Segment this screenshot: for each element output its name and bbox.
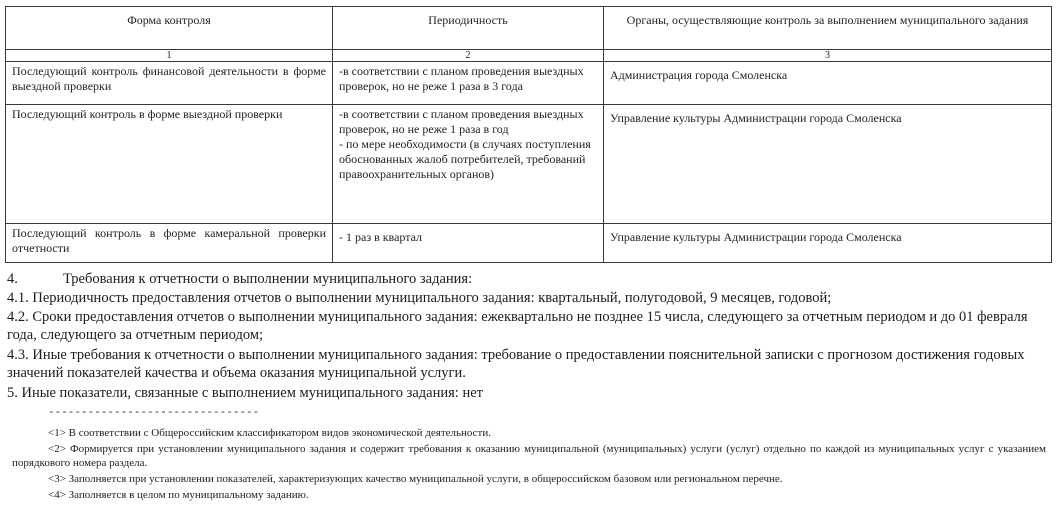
table-row [6,224,1052,263]
section-4-title: Требования к отчетности о выполнении муниципального задания: [63,271,473,287]
organ-cell: Управление культуры Администрации города Смоленска [604,224,1052,263]
periodicity-line: - 1 раз в квартал [339,230,423,244]
header-control-form: Форма контроля [6,7,333,50]
footnote-4: <4> Заполняется в целом по муниципальному заданию. [48,489,309,501]
table-row [6,105,1052,224]
section-4-number: 4. [7,271,18,287]
footnote-1: <1> В соответствии с Общероссийским классификатором видов экономической деятельности. [48,427,491,439]
periodicity-line: -в соответствии с планом проведения выездных проверок, но не реже 1 раза в 3 года [339,64,584,93]
column-number-3: 3 [604,50,1052,62]
footnote-separator: -------------------------------- [48,407,260,419]
periodicity-line: -в соответствии с планом проведения выездных проверок, но не реже 1 раза в год [339,107,584,136]
header-control-organs: Органы, осуществляющие контроль за выполнением муниципального задания [604,7,1052,50]
periodicity-cell [333,224,604,263]
organ-cell: Администрация города Смоленска [604,62,1052,105]
footnote-2: <2> Формируется при установлении муниципального задания и содержит требования к оказанию муниципальной (муниципальных) услуги (услуг) отдельно по каждой из муниципальных услуг с указанием порядкового номера раздела. [12,443,1046,469]
periodicity-cell [333,105,604,224]
table-row [6,62,1052,105]
control-form-cell: Последующий контроль финансовой деятельности в форме выездной проверки [6,62,333,105]
table-header-row [6,7,1052,50]
periodicity-line: - по мере необходимости (в случаях поступления обоснованных жалоб потребителей, требований правоохранительных органов) [339,137,591,181]
table-number-row [6,50,1052,62]
header-periodicity: Периодичность [333,7,604,50]
section-4-heading [7,270,1047,288]
section-4-3: 4.3. Иные требования к отчетности о выполнении муниципального задания: требование о предоставлении пояснительной записки с прогнозом достижения годовых значений показателей качества и объема оказания муниципальной услуги. [7,347,1025,381]
periodicity-cell [333,62,604,105]
organ-cell: Управление культуры Администрации города Смоленска [604,105,1052,224]
section-4-1: 4.1. Периодичность предоставления отчетов о выполнении муниципального задания: квартальный, полугодовой, 9 месяцев, годовой; [7,290,832,306]
control-form-cell: Последующий контроль в форме выездной проверки [6,105,333,224]
footnote-3: <3> Заполняется при установлении показателей, характеризующих качество муниципальной услуги, в общероссийском базовом или региональном перечне. [48,473,783,485]
control-form-cell: Последующий контроль в форме камеральной проверки отчетности [6,224,333,263]
column-number-1: 1 [6,50,333,62]
section-4-2: 4.2. Сроки предоставления отчетов о выполнении муниципального задания: ежеквартально не позднее 15 числа, следующего за отчетным периодом и до 01 февраля года, следующего за отчетным периодом; [7,309,1028,343]
column-number-2: 2 [333,50,604,62]
section-5: 5. Иные показатели, связанные с выполнением муниципального задания: нет [7,385,483,401]
control-table [5,6,1052,263]
